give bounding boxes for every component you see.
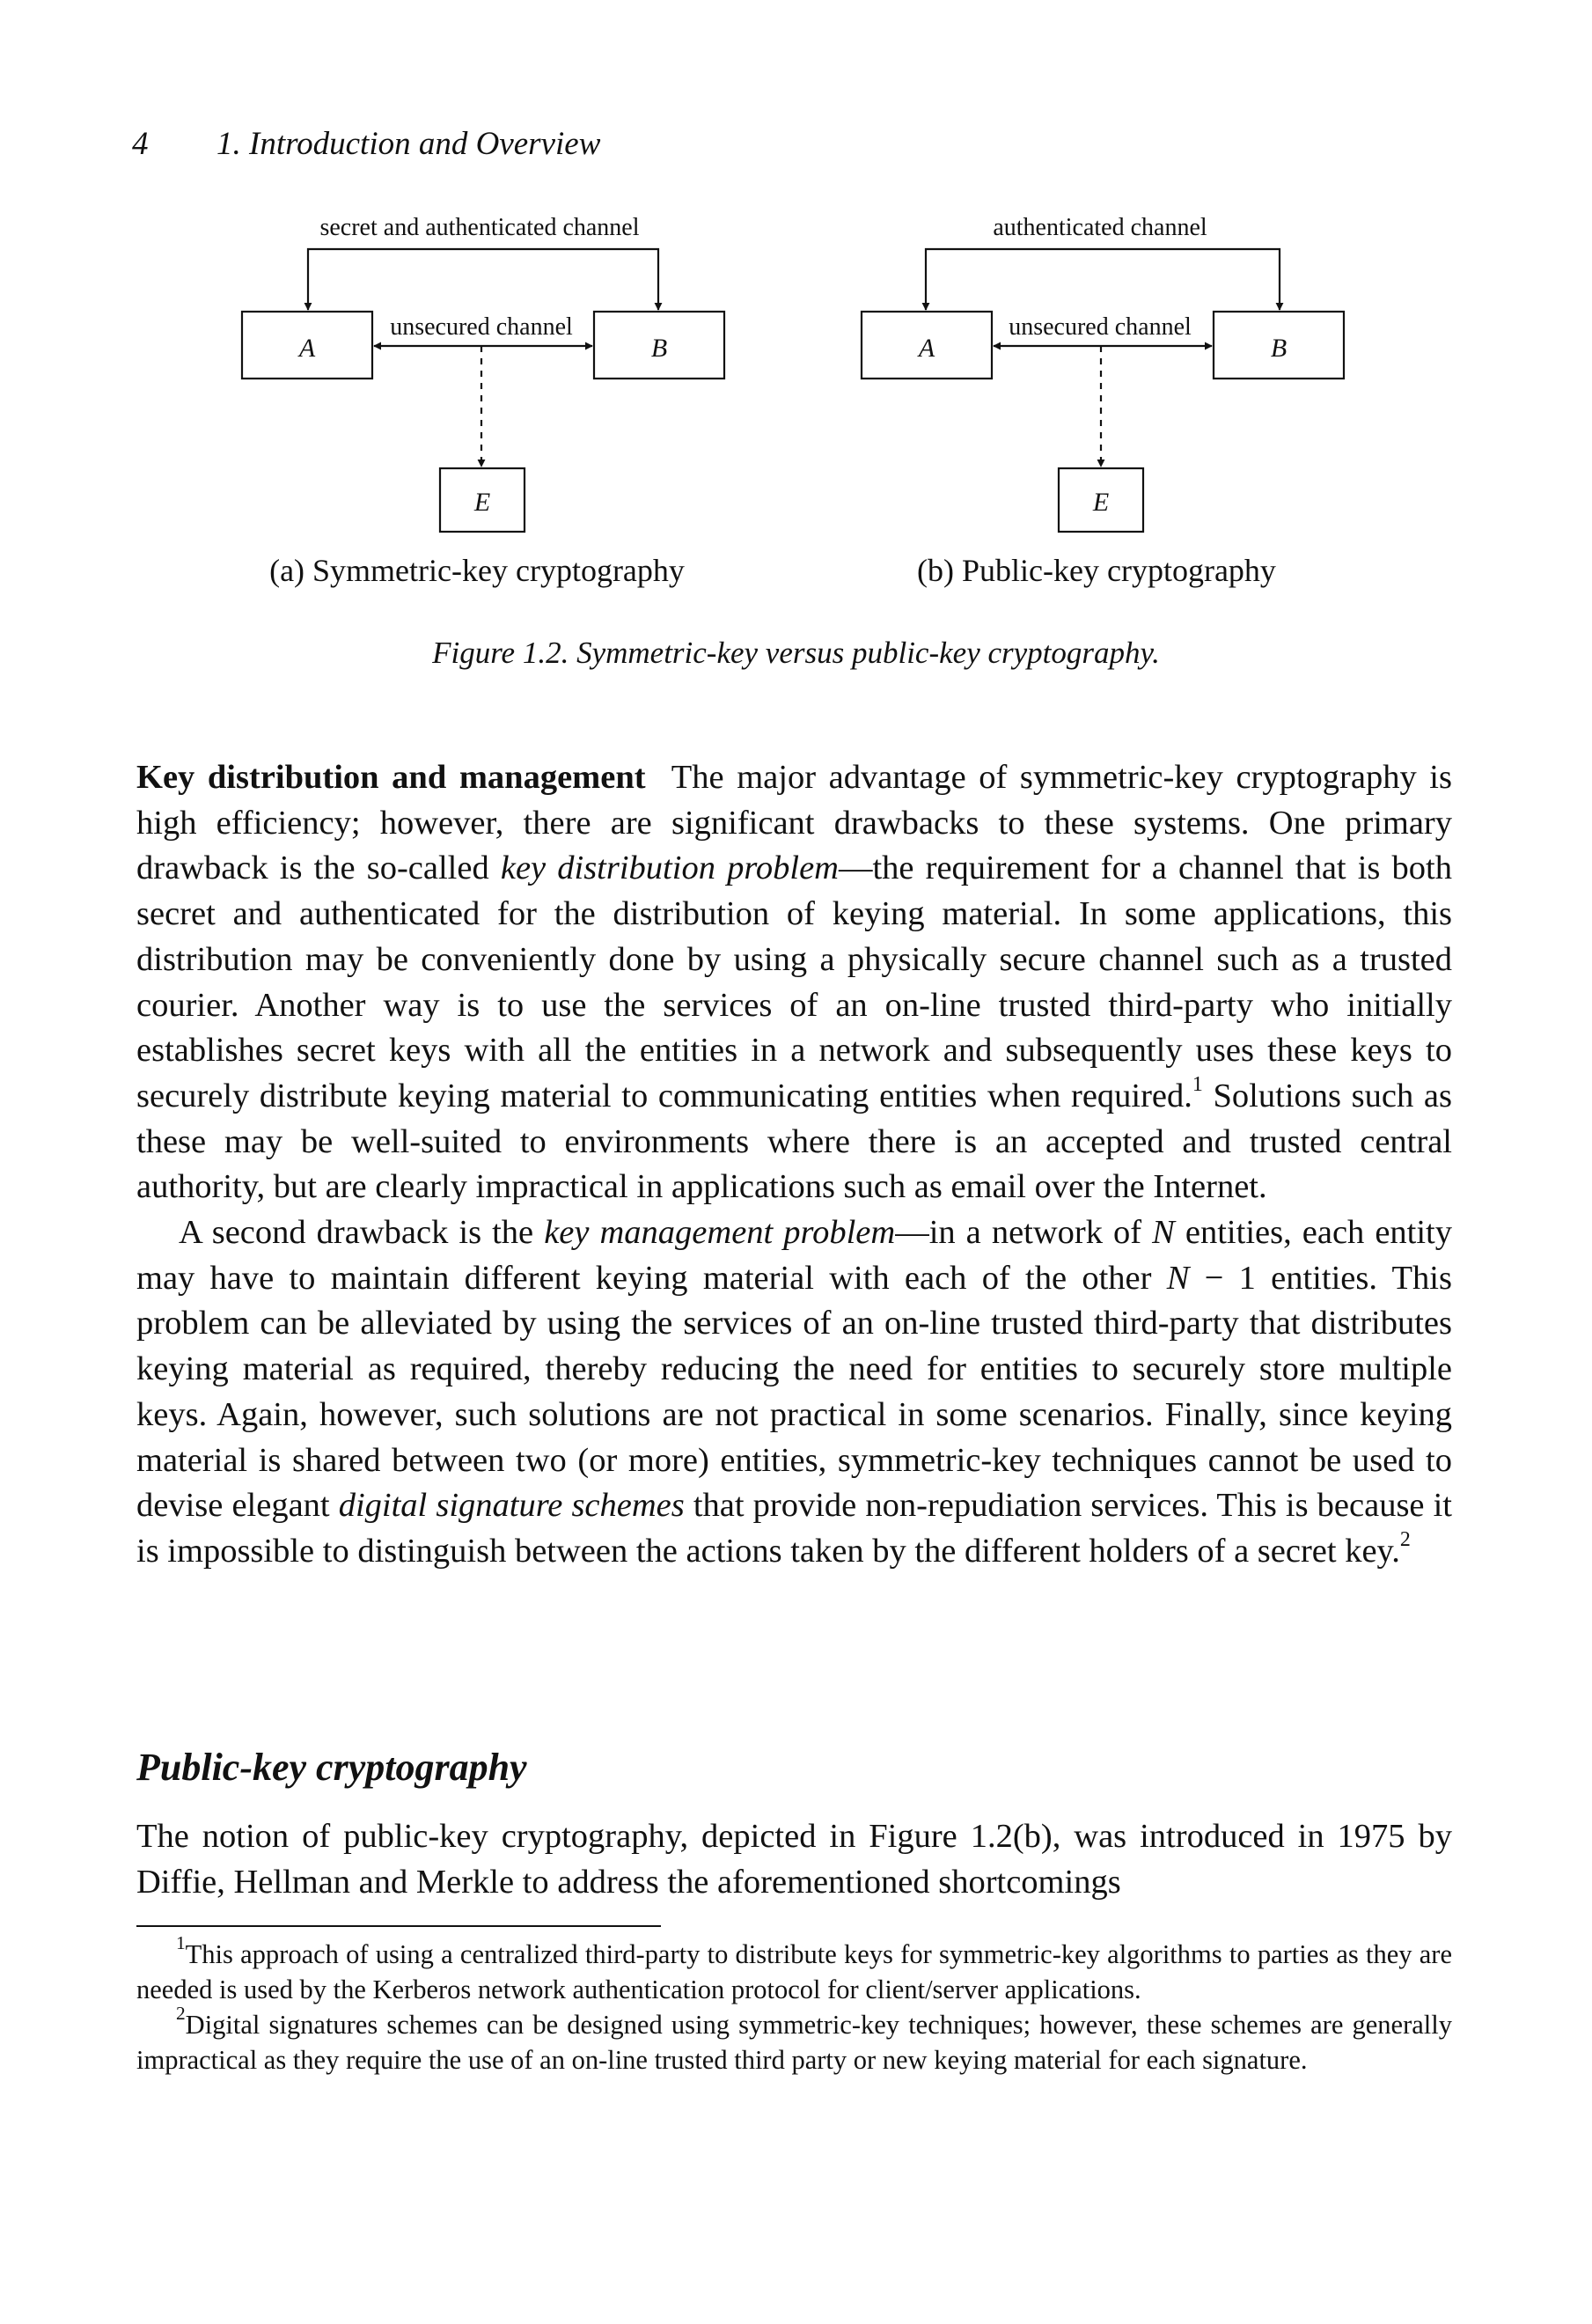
- footnote-rule: [136, 1925, 661, 1927]
- footnote-text: This approach of using a centralized third-party to distribute keys for symmetric-key algorithms to parties as they are needed is used by the Kerberos network authentication protocol for client/server applications.: [136, 1939, 1452, 2004]
- paragraph-public-key-intro: The notion of public-key cryptography, depicted in Figure 1.2(b), was introduced in 1975 by Diffie, Hellman and Merkle to address the aforementioned shortcomings: [136, 1818, 1452, 1901]
- term-key-distribution-problem: key distribution problem: [500, 849, 839, 887]
- panel-b-middle-channel-label: unsecured channel: [1009, 313, 1192, 341]
- panel-a-node-a-label: A: [298, 334, 316, 363]
- panel-a-top-channel-line: [308, 249, 658, 310]
- panel-a-top-channel-label: secret and authenticated channel: [319, 214, 640, 241]
- footnote-number: 1: [176, 1932, 186, 1953]
- term-key-management-problem: key management problem: [544, 1214, 896, 1252]
- variable-n: N: [1166, 1259, 1190, 1297]
- chapter-title: 1. Introduction and Overview: [216, 126, 601, 162]
- footnote-text: Digital signatures schemes can be designed using symmetric-key techniques; however, these schemes are generally impractical as they require the use of an on-line trusted third party or new keying material for each signature.: [136, 2010, 1452, 2075]
- body-text-continued: [136, 1814, 1452, 1905]
- panel-b-caption: (b) Public-key cryptography: [917, 553, 1276, 588]
- footnotes: [136, 1932, 1452, 2078]
- section-heading: Public-key cryptography: [136, 1746, 527, 1789]
- footnote-1: [136, 1932, 1452, 2007]
- footnote-2: [136, 2003, 1452, 2078]
- panel-a-diagram: [242, 214, 724, 588]
- paragraph-key-management: A second drawback is the key management problem—in a network of N entities, each entity may have to maintain different keying material with each of the other N − 1 entities. This problem can be alleviated by using the services of an on-line trusted third-party that distributes keying material as required, thereby reducing the need for entities to securely store multiple keys. Again, however, such solutions are not practical in some scenarios. Finally, since keying material is shared between two (or more) entities, symmetric-key techniques cannot be used to devise elegant digital signature schemes that provide non-repudiation services. This is because it is impossible to distinguish between the actions taken by the different holders of a secret key.$^2$: [136, 1214, 1453, 1570]
- body-text: [136, 755, 1452, 1575]
- figure-caption: Figure 1.2. Symmetric-key versus public-key cryptography.: [432, 636, 1160, 670]
- footnote-ref-1: 1: [1192, 1073, 1203, 1097]
- page-number: 4: [132, 126, 149, 162]
- panel-a-caption: (a) Symmetric-key cryptography: [269, 553, 685, 588]
- panel-b-node-b-label: B: [1270, 334, 1288, 363]
- paragraph-key-distribution: Key distribution and management The major advantage of symmetric-key cryptography is high efficiency; however, there are significant drawbacks to these systems. One primary drawback is the so-called key distribution problem—the requirement for a channel that is both secret and authenticated for the distribution of keying material. In some applications, this distribution may be conveniently done by using a physically secure channel such as a trusted courier. Another way is to use the services of an on-line trusted third-party who initially establishes secret keys with all the entities in a network and subsequently uses these keys to securely distribute keying material to communicating entities when required.$^1$ Solutions such as these may be well-suited to environments where there is an accepted and trusted central authority, but are clearly impractical in applications such as email over the Internet.: [136, 759, 1452, 1206]
- variable-n: N: [1152, 1214, 1175, 1252]
- footnote-number: 2: [176, 2003, 186, 2024]
- panel-a-node-e-label: E: [473, 488, 491, 517]
- panel-a-node-b-label: B: [650, 334, 668, 363]
- figure-1-2: [0, 0, 1592, 616]
- footnote-ref-2: 2: [1399, 1528, 1411, 1552]
- panel-b-top-channel-label: authenticated channel: [993, 214, 1207, 241]
- panel-a-middle-channel-label: unsecured channel: [390, 313, 573, 341]
- term-digital-signature-schemes: digital signature schemes: [338, 1487, 685, 1525]
- panel-b-node-e-label: E: [1092, 488, 1110, 517]
- run-in-heading: Key distribution and management: [136, 759, 646, 796]
- panel-b-diagram: [862, 214, 1344, 588]
- panel-b-top-channel-line: [926, 249, 1280, 310]
- panel-b-node-a-label: A: [918, 334, 935, 363]
